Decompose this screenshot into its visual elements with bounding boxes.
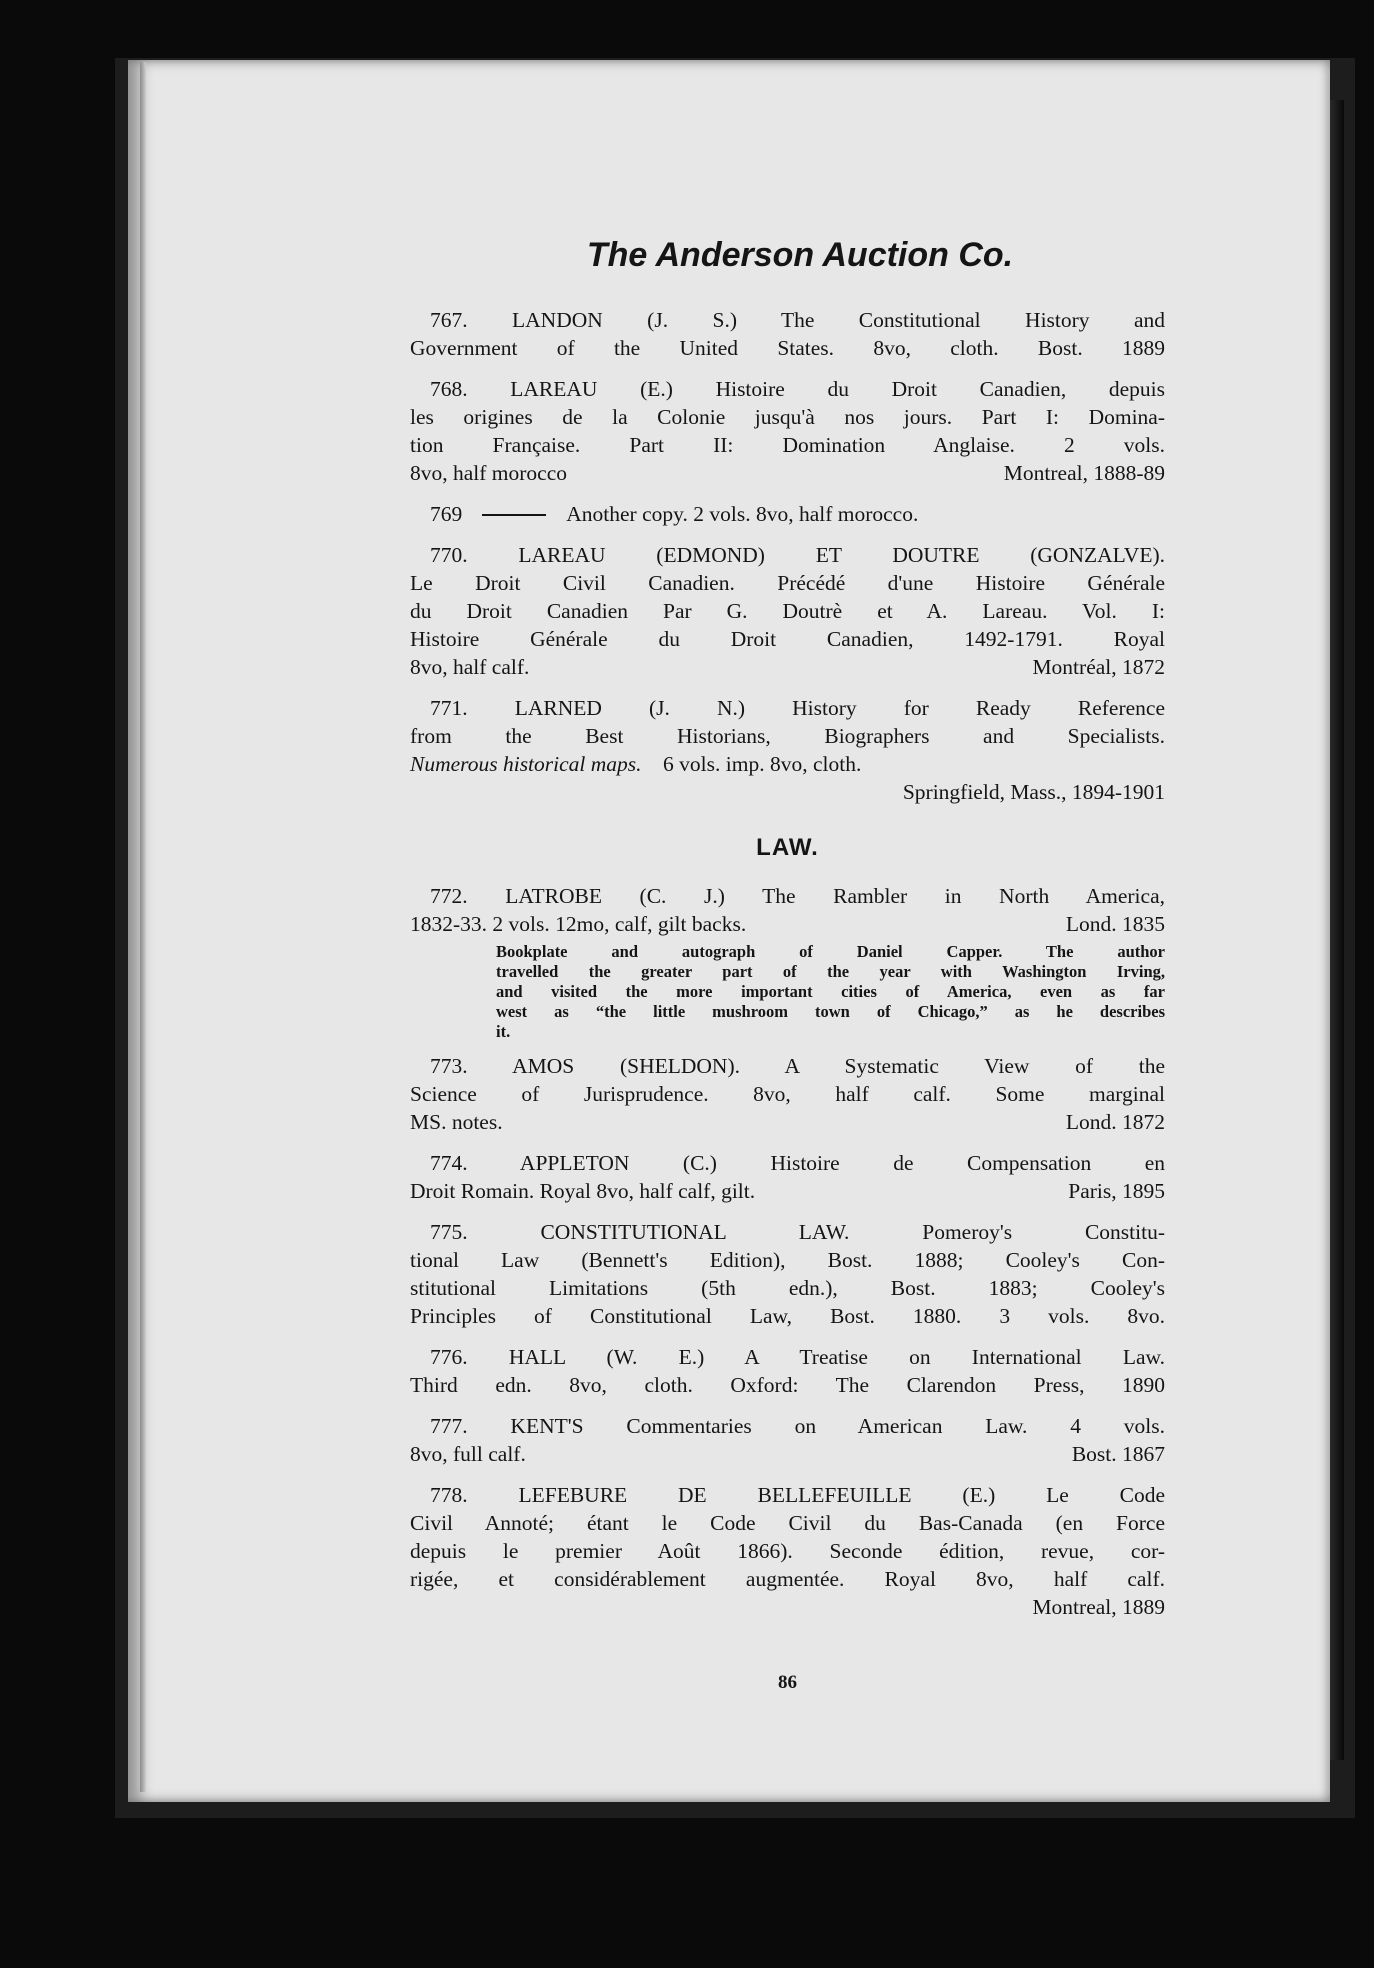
entry-line: stitutional Limitations (5th edn.), Bost. 1883; Cooley's (410, 1276, 1165, 1300)
another-copy-line (410, 500, 1165, 528)
entry-line: 773. AMOS (SHELDON). A Systematic View of the (430, 1054, 1165, 1078)
entry-line: from the Best Historians, Biographers and Specialists. (410, 724, 1165, 748)
entry-imprint: Montréal, 1872 (1032, 655, 1165, 679)
section-heading: LAW. (756, 834, 819, 861)
entry-imprint-line (410, 459, 1165, 487)
entry-line: Histoire Générale du Droit Canadien, 1492-1791. Royal (410, 627, 1165, 651)
entry-format: 8vo, half morocco (410, 461, 568, 485)
entry-line: Third edn. 8vo, cloth. Oxford: The Clarendon Press, 1890 (410, 1373, 1165, 1397)
page-header: The Anderson Auction Co. (586, 236, 1014, 274)
entry-imprint-line (410, 1108, 1165, 1136)
catalog-entry-773 (410, 1052, 1165, 1136)
note-line: it. (496, 1022, 511, 1041)
entry-imprint: Bost. 1867 (1071, 1442, 1165, 1466)
entry-line: 776. HALL (W. E.) A Treatise on International Law. (430, 1345, 1165, 1369)
entry-line: Science of Jurisprudence. 8vo, half calf. Some marginal (410, 1082, 1165, 1106)
entry-line: 775. CONSTITUTIONAL LAW. Pomeroy's Constitu- (430, 1220, 1165, 1244)
entry-format: 8vo, full calf. (410, 1442, 526, 1466)
entry-imprint: Springfield, Mass., 1894-1901 (902, 780, 1165, 804)
entry-imprint-line (410, 653, 1165, 681)
page-number: 86 (778, 1672, 797, 1693)
entry-imprint: Montreal, 1888-89 (1003, 461, 1165, 485)
entry-line: tional Law (Bennett's Edition), Bost. 1888; Cooley's Con- (410, 1248, 1165, 1272)
entry-line: depuis le premier Août 1866). Seconde édition, revue, cor- (410, 1539, 1165, 1563)
catalog-entry-767 (410, 306, 1165, 362)
entry-format: 8vo, half calf. (410, 655, 530, 679)
entry-note-772 (496, 942, 1165, 1042)
entry-imprint-line (410, 910, 1165, 938)
entry-format: Droit Romain. Royal 8vo, half calf, gilt. (410, 1179, 756, 1203)
catalog-entry-769 (410, 500, 1165, 528)
entry-line: 778. LEFEBURE DE BELLEFEUILLE (E.) Le Code (430, 1483, 1165, 1507)
note-line: Bookplate and autograph of Daniel Capper. The author (496, 942, 1165, 961)
entry-imprint: Lond. 1872 (1065, 1110, 1165, 1134)
catalog-entry-777 (410, 1412, 1165, 1468)
entry-imprint-line (410, 1440, 1165, 1468)
entry-format: 6 vols. imp. 8vo, cloth. (663, 752, 862, 776)
entry-line (410, 750, 1165, 778)
entry-imprint: Lond. 1835 (1065, 912, 1165, 936)
entry-line: 771. LARNED (J. N.) History for Ready Reference (430, 696, 1165, 720)
page-right-edge (1330, 100, 1344, 1760)
entry-line: 777. KENT'S Commentaries on American Law. 4 vols. (430, 1414, 1165, 1438)
entry-line: 770. LAREAU (EDMOND) ET DOUTRE (GONZALVE). (430, 543, 1165, 567)
page-binding-edge (140, 62, 146, 1792)
entry-format: MS. notes. (410, 1110, 503, 1134)
entry-line: du Droit Canadien Par G. Doutrè et A. Lareau. Vol. I: (410, 599, 1165, 623)
entry-imprint: Paris, 1895 (1068, 1179, 1165, 1203)
note-line: west as “the little mushroom town of Chicago,” as he describes (496, 1002, 1165, 1021)
entry-line: tion Française. Part II: Domination Anglaise. 2 vols. (410, 433, 1165, 457)
catalog-entry-774 (410, 1149, 1165, 1205)
entry-format: 1832-33. 2 vols. 12mo, calf, gilt backs. (410, 912, 747, 936)
ditto-dash (482, 500, 546, 516)
entry-line: Government of the United States. 8vo, cloth. Bost. 1889 (410, 336, 1165, 360)
entry-line: 768. LAREAU (E.) Histoire du Droit Canadien, depuis (430, 377, 1165, 401)
entry-line: 774. APPLETON (C.) Histoire de Compensation en (430, 1151, 1165, 1175)
entry-imprint-line (410, 1177, 1165, 1205)
entry-number: 769 (430, 502, 463, 526)
entry-text: Another copy. 2 vols. 8vo, half morocco. (566, 502, 919, 526)
entry-line: 772. LATROBE (C. J.) The Rambler in North America, (430, 884, 1165, 908)
catalog-entry-776 (410, 1343, 1165, 1399)
entry-line: 767. LANDON (J. S.) The Constitutional History and (430, 308, 1165, 332)
entry-line: Le Droit Civil Canadien. Précédé d'une Histoire Générale (410, 571, 1165, 595)
catalog-entry-775 (410, 1218, 1165, 1330)
catalog-content (410, 306, 1165, 1634)
entry-imprint: Montreal, 1889 (1032, 1595, 1165, 1619)
entry-line: rigée, et considérablement augmentée. Royal 8vo, half calf. (410, 1567, 1165, 1591)
entry-line: Principles of Constitutional Law, Bost. 1880. 3 vols. 8vo. (410, 1304, 1165, 1328)
entry-line: les origines de la Colonie jusqu'à nos jours. Part I: Domina- (410, 405, 1165, 429)
catalog-entry-771 (410, 694, 1165, 806)
entry-italic-note: Numerous historical maps. (410, 752, 642, 776)
catalog-entry-770 (410, 541, 1165, 681)
note-line: and visited the more important cities of America, even as far (496, 982, 1165, 1001)
catalog-entry-778 (410, 1481, 1165, 1621)
catalog-entry-772 (410, 882, 1165, 938)
note-line: travelled the greater part of the year with Washington Irving, (496, 962, 1165, 981)
entry-line: Civil Annoté; étant le Code Civil du Bas-Canada (en Force (410, 1511, 1165, 1535)
catalog-entry-768 (410, 375, 1165, 487)
